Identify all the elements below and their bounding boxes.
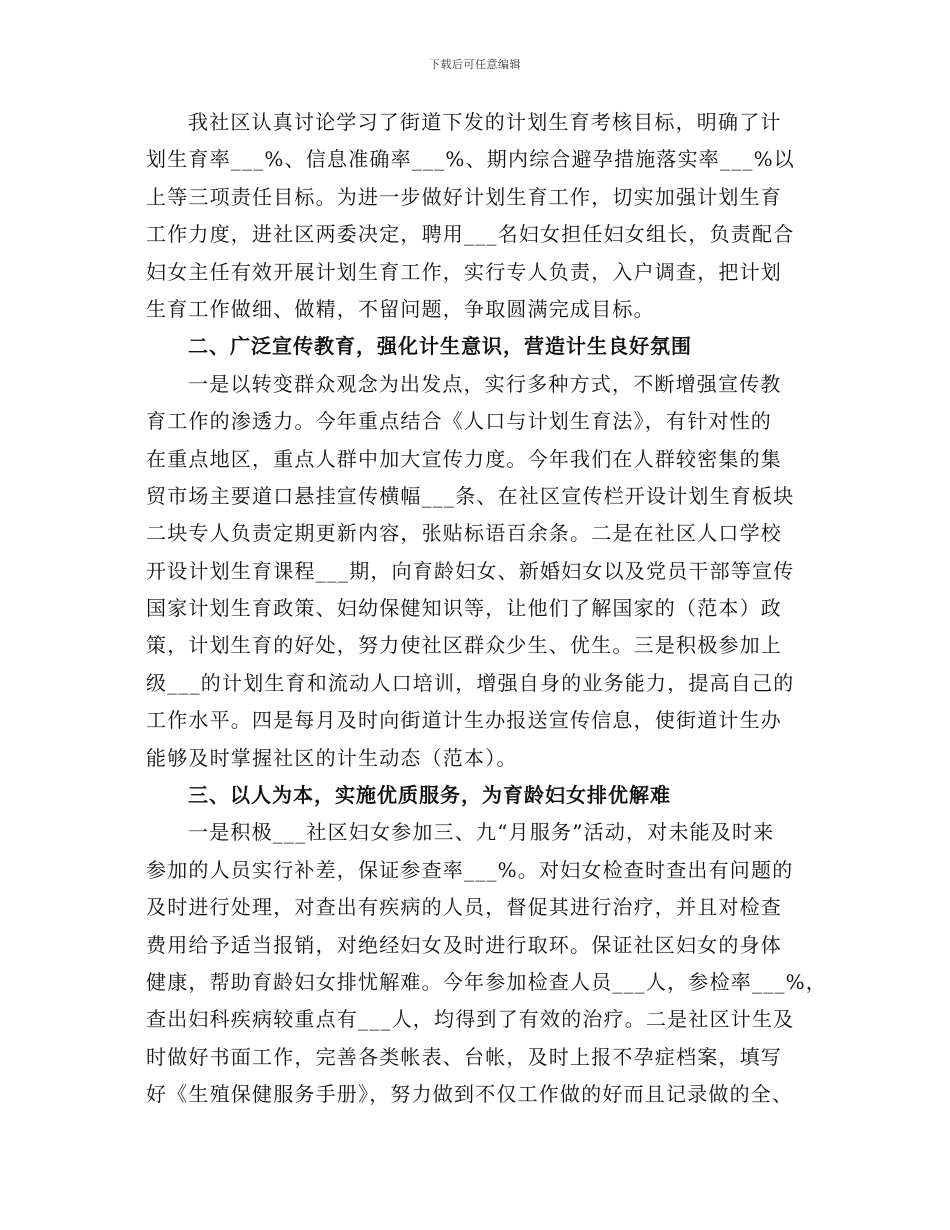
paragraph-line: 在重点地区，重点人群中加大宣传力度。今年我们在人群较密集的集 — [146, 446, 782, 471]
document-body — [146, 104, 828, 1114]
paragraph-line: 级___的计划生育和流动人口培训，增强自身的业务能力，提高自己的 — [146, 670, 795, 695]
paragraph-line: 我社区认真讨论学习了街道下发的计划生育考核目标，明确了计 — [188, 110, 782, 134]
paragraph-line: 工作水平。四是每月及时向街道计生办报送宣传信息，使街道计生办 — [146, 708, 782, 733]
paragraph-line: 时做好书面工作，完善各类帐表、台帐，及时上报不孕症档案，填写 — [146, 1044, 782, 1069]
paragraph-line: 二块专人负责定期更新内容，张贴标语百余条。二是在社区人口学校 — [146, 521, 782, 546]
paragraph-line: 查出妇科疾病较重点有___人，均得到了有效的治疗。二是社区计生及 — [146, 1007, 795, 1032]
paragraph-line: 策，计划生育的好处，努力使社区群众少生、优生。三是积极参加上 — [146, 633, 782, 658]
paragraph-line: 费用给予适当报销，对绝经妇女及时进行取环。保证社区妇女的身体 — [146, 932, 782, 957]
paragraph-line: 贸市场主要道口悬挂宣传横幅___条、在社区宣传栏开设计划生育板块 — [146, 483, 795, 508]
paragraph-line: 一是积极___社区妇女参加三、九“月服务”活动，对未能及时来 — [188, 820, 775, 845]
paragraph-line: 一是以转变群众观念为出发点，实行多种方式，不断增强宣传教 — [188, 371, 782, 396]
page-header: 下载后可任意编辑 — [429, 58, 521, 71]
paragraph-line: 上等三项责任目标。为进一步做好计划生育工作，切实加强计划生育 — [146, 184, 782, 209]
paragraph-line: 妇女主任有效开展计划生育工作，实行专人负责，入户调查，把计划 — [146, 259, 782, 284]
paragraph-line: 好《生殖保健服务手册》，努力做到不仅工作做的好而且记录做的全、 — [146, 1082, 794, 1107]
paragraph-line: 工作力度，进社区两委决定，聘用___名妇女担任妇女组长，负责配合 — [146, 222, 795, 247]
paragraph-line: 划生育率___%、信息准确率___%、期内综合避孕措施落实率___%以 — [146, 147, 796, 172]
paragraph-line: 及时进行处理，对查出有疾病的人员，督促其进行治疗，并且对检查 — [146, 895, 782, 920]
paragraph-line: 健康，帮助育龄妇女排忧解难。今年参加检查人员___人，参检率___%， — [146, 969, 828, 994]
paragraph-line: 能够及时掌握社区的计生动态（范本）。 — [146, 745, 518, 770]
paragraph-line: 国家计划生育政策、妇幼保健知识等，让他们了解国家的（范本）政 — [146, 596, 782, 621]
paragraph-line: 参加的人员实行补差，保证参查率___%。对妇女检查时查出有问题的 — [146, 857, 794, 882]
paragraph-line: 生育工作做细、做精，不留问题，争取圆满完成目标。 — [146, 296, 655, 321]
section-heading: 二、广泛宣传教育，强化计生意识，营造计生良好氛围 — [188, 334, 692, 359]
paragraph-line: 开设计划生育课程___期，向育龄妇女、新婚妇女以及党员干部等宣传 — [146, 558, 795, 583]
paragraph-line: 育工作的渗透力。今年重点结合《人口与计划生育法》，有针对性的 — [146, 409, 772, 434]
section-heading: 三、以人为本，实施优质服务，为育龄妇女排优解难 — [188, 783, 671, 808]
